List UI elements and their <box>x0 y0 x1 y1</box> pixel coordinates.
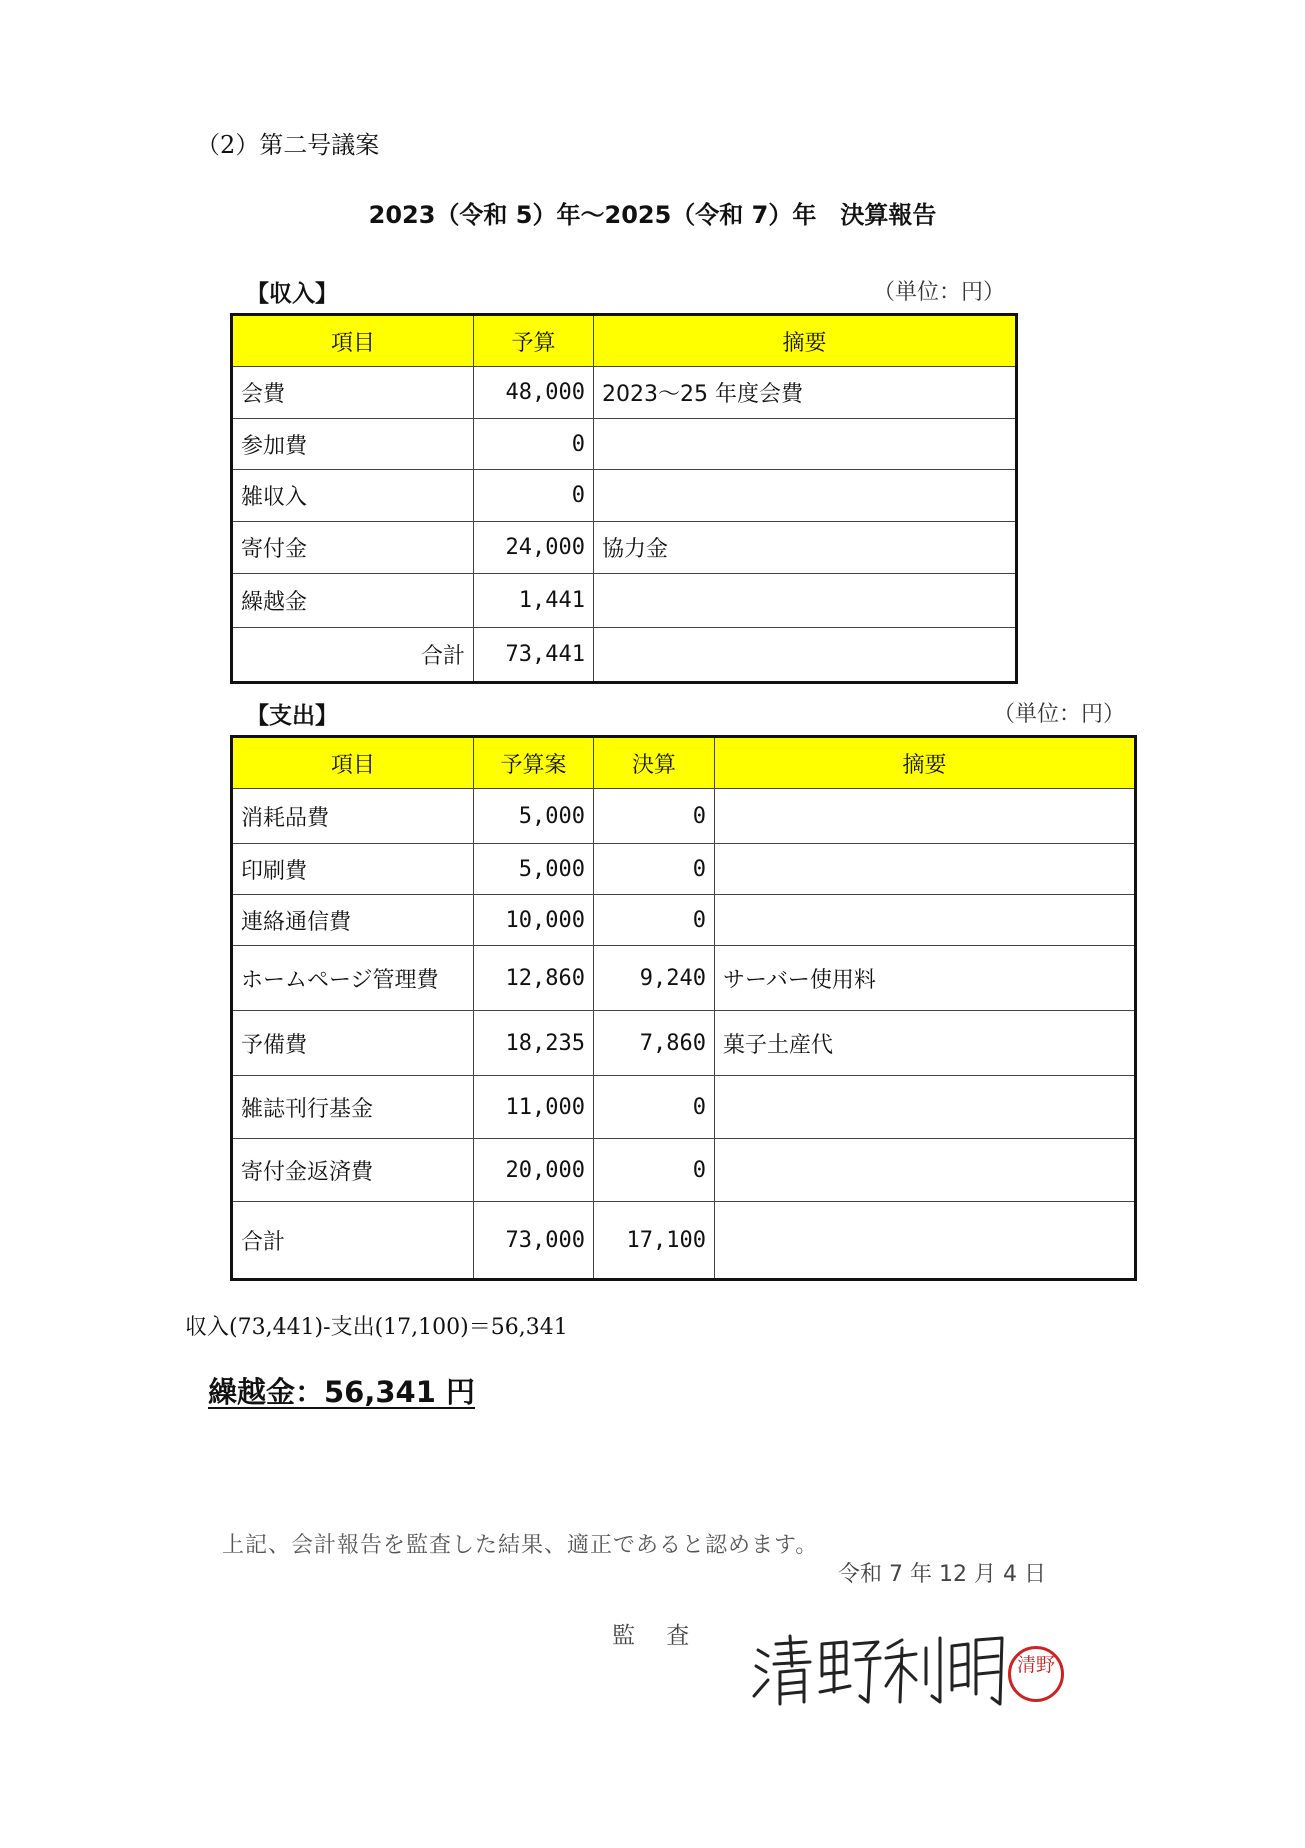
expense-note <box>715 1139 1136 1202</box>
income-item: 参加費 <box>232 419 474 470</box>
income-total-budget: 73,441 <box>474 628 594 683</box>
income-note <box>594 419 1017 470</box>
expense-note <box>715 895 1136 946</box>
expense-item: 予備費 <box>232 1011 474 1076</box>
expense-note <box>715 789 1136 844</box>
table-row <box>232 367 1017 419</box>
expense-note <box>715 844 1136 895</box>
expense-total-label: 合計 <box>232 1202 474 1280</box>
audit-date: 令和 7 年 12 月 4 日 <box>838 1562 1046 1587</box>
expense-budget: 11,000 <box>474 1076 594 1139</box>
income-header-row <box>232 315 1017 367</box>
expense-note: サーバー使用料 <box>715 946 1136 1011</box>
expense-budget: 10,000 <box>474 895 594 946</box>
expense-total-note <box>715 1202 1136 1280</box>
income-budget: 0 <box>474 470 594 522</box>
income-budget: 0 <box>474 419 594 470</box>
balance-formula: 収入(73,441)-支出(17,100)＝56,341 <box>185 1315 568 1340</box>
expense-actual: 0 <box>594 844 715 895</box>
expense-note: 菓子土産代 <box>715 1011 1136 1076</box>
table-row <box>232 574 1017 628</box>
expense-budget: 5,000 <box>474 844 594 895</box>
expense-budget: 5,000 <box>474 789 594 844</box>
income-note: 協力金 <box>594 522 1017 574</box>
expense-total-budget: 73,000 <box>474 1202 594 1280</box>
audit-statement: 上記、会計報告を監査した結果、適正であると認めます。 <box>222 1533 819 1558</box>
expense-unit: （単位：円） <box>993 702 1126 727</box>
income-item: 繰越金 <box>232 574 474 628</box>
expense-header-note: 摘要 <box>715 737 1136 789</box>
expense-actual: 0 <box>594 1139 715 1202</box>
expense-budget: 20,000 <box>474 1139 594 1202</box>
report-title: 2023（令和 5）年〜2025（令和 7）年 決算報告 <box>368 201 937 229</box>
expense-note <box>715 1076 1136 1139</box>
income-item: 会費 <box>232 367 474 419</box>
table-row <box>232 895 1136 946</box>
income-total-row <box>232 628 1017 683</box>
income-total-label: 合計 <box>232 628 474 683</box>
expense-actual: 0 <box>594 895 715 946</box>
section-heading: （2）第二号議案 <box>196 131 380 159</box>
income-unit: （単位：円） <box>873 280 1006 305</box>
table-row <box>232 844 1136 895</box>
expense-actual: 0 <box>594 789 715 844</box>
carryover-amount: 繰越金：56,341 円 <box>208 1375 476 1409</box>
expense-actual: 7,860 <box>594 1011 715 1076</box>
seal-stamp: 清野 <box>1008 1646 1064 1702</box>
income-budget: 24,000 <box>474 522 594 574</box>
expense-total-row <box>232 1202 1136 1280</box>
income-item: 雑収入 <box>232 470 474 522</box>
expense-item: 連絡通信費 <box>232 895 474 946</box>
income-budget: 1,441 <box>474 574 594 628</box>
income-header-item: 項目 <box>232 315 474 367</box>
expense-header-row <box>232 737 1136 789</box>
expense-label: 【支出】 <box>246 703 338 729</box>
expense-budget: 12,860 <box>474 946 594 1011</box>
table-row <box>232 946 1136 1011</box>
table-row <box>232 470 1017 522</box>
income-note <box>594 470 1017 522</box>
expense-item: 消耗品費 <box>232 789 474 844</box>
expense-item: 雑誌刊行基金 <box>232 1076 474 1139</box>
expense-header-actual: 決算 <box>594 737 715 789</box>
expense-actual: 9,240 <box>594 946 715 1011</box>
income-budget: 48,000 <box>474 367 594 419</box>
income-item: 寄付金 <box>232 522 474 574</box>
table-row <box>232 419 1017 470</box>
expense-item: 印刷費 <box>232 844 474 895</box>
expense-budget: 18,235 <box>474 1011 594 1076</box>
table-row <box>232 1011 1136 1076</box>
income-total-note <box>594 628 1017 683</box>
income-note: 2023〜25 年度会費 <box>594 367 1017 419</box>
table-row <box>232 789 1136 844</box>
table-row <box>232 522 1017 574</box>
expense-item: 寄付金返済費 <box>232 1139 474 1202</box>
income-note <box>594 574 1017 628</box>
income-label: 【収入】 <box>246 281 338 307</box>
expense-header-item: 項目 <box>232 737 474 789</box>
audit-role: 監 査 <box>612 1623 702 1649</box>
expense-table <box>230 735 1137 1281</box>
expense-actual: 0 <box>594 1076 715 1139</box>
expense-total-actual: 17,100 <box>594 1202 715 1280</box>
table-row <box>232 1076 1136 1139</box>
income-table <box>230 313 1018 684</box>
income-header-budget: 予算 <box>474 315 594 367</box>
auditor-signature <box>750 1630 1010 1710</box>
expense-item: ホームページ管理費 <box>232 946 474 1011</box>
income-header-note: 摘要 <box>594 315 1017 367</box>
expense-header-budget: 予算案 <box>474 737 594 789</box>
table-row <box>232 1139 1136 1202</box>
